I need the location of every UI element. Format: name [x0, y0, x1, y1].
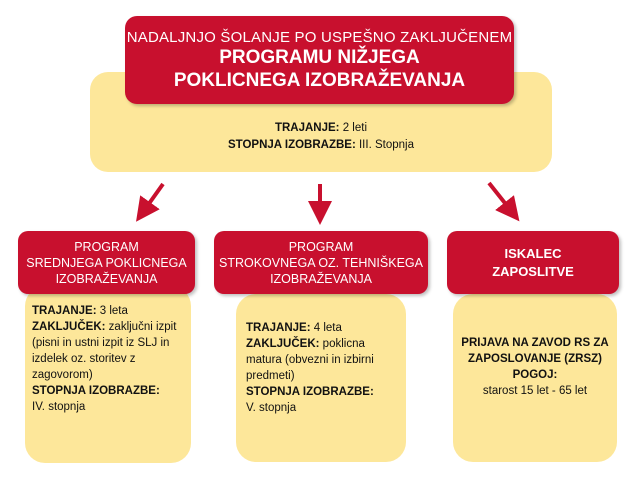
column1-duration-label: TRAJANJE: — [32, 305, 97, 317]
column2-duration-value: 4 leta — [310, 322, 342, 334]
arrow-left — [143, 184, 163, 212]
column2-conclusion-value: poklicna matura (obvezni in izbirni predmeti) — [246, 338, 374, 382]
column3-info-text — [459, 335, 611, 399]
column2-level-value: V. stopnja — [246, 402, 297, 414]
column3-info-line1: PRIJAVA NA ZAVOD RS ZA ZAPOSLOVANJE (ZRSZ) — [461, 337, 609, 365]
column3-condition-value: starost 15 let - 65 let — [482, 385, 588, 397]
column1-info-text — [32, 303, 187, 415]
column2-title-box — [214, 231, 428, 294]
column1-info-box — [25, 286, 191, 463]
column3-title-line2: ZAPOSLITVE — [492, 263, 574, 279]
top-level: STOPNJA IZOBRAZBE: III. Stopnja — [228, 139, 414, 151]
column1-conclusion-label: ZAKLJUČEK: — [32, 321, 106, 333]
column3-title-line1: ISKALEC — [504, 245, 562, 261]
column2-duration-label: TRAJANJE: — [246, 322, 311, 334]
arrow-right — [489, 183, 512, 212]
top-title-line1: NADALJNJO ŠOLANJE PO USPEŠNO ZAKLJUČENEM — [126, 28, 513, 46]
column2-conclusion-label: ZAKLJUČEK: — [246, 338, 320, 350]
top-info-text — [90, 120, 552, 154]
column1-level-value: IV. stopnja — [32, 401, 86, 413]
column1-level-label: STOPNJA IZOBRAZBE: — [32, 385, 160, 397]
column3-condition-label: POGOJ: — [512, 369, 558, 381]
top-title-line3: POKLICNEGA IZOBRAŽEVANJA — [173, 69, 466, 91]
column1-title-line1: PROGRAM — [74, 239, 139, 254]
top-duration: TRAJANJE: 2 leti — [274, 122, 368, 134]
column1-title-line2: SREDNJEGA POKLICNEGA — [26, 255, 187, 270]
column2-level-label: STOPNJA IZOBRAZBE: — [246, 386, 374, 398]
column1-conclusion-value: zaključni izpit (pisni in ustni izpit iz SLJ in izdelek oz. storitev z zagovorom) — [32, 321, 177, 381]
column1-title-box — [18, 231, 195, 294]
column2-info-box — [236, 294, 406, 462]
column1-duration-value: 3 leta — [96, 305, 128, 317]
column1-title-line3: IZOBRAŽEVANJA — [55, 271, 158, 286]
column3-info-box — [453, 294, 617, 462]
column2-title-line2: STROKOVNEGA OZ. TEHNIŠKEGA — [219, 255, 423, 270]
column2-title-line1: PROGRAM — [288, 239, 354, 254]
column3-title-box — [447, 231, 619, 294]
top-title-box — [125, 16, 514, 104]
column2-title-line3: IZOBRAŽEVANJA — [270, 271, 372, 286]
column2-info-text — [246, 320, 402, 416]
top-title-line2: PROGRAMU NIŽJEGA — [219, 46, 420, 68]
